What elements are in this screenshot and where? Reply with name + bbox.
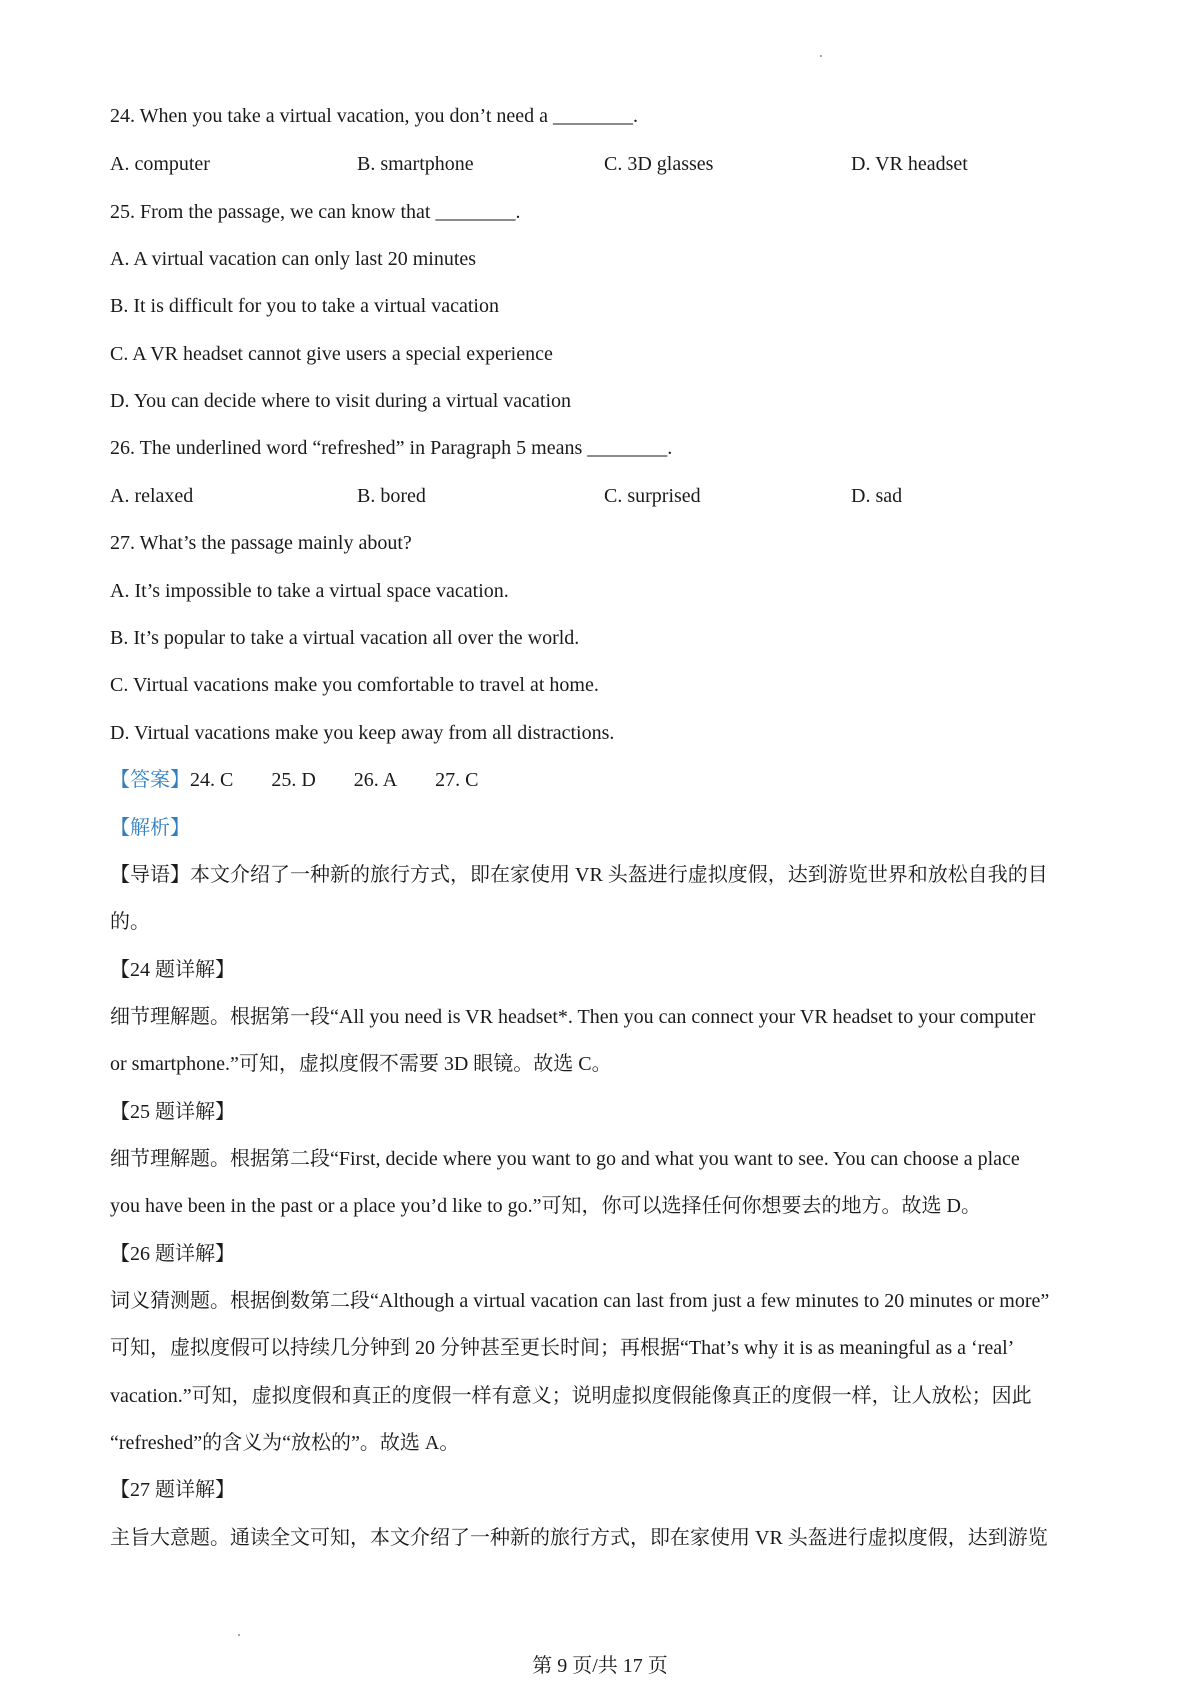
detail-26-line-3: vacation.”可知，虚拟度假和真正的度假一样有意义；说明虚拟度假能像真正的度假一样，让人放松；因此	[110, 1385, 1032, 1407]
detail-25-line-1: 细节理解题。根据第二段“First, decide where you want to go and what you want to see. You can choose a place	[110, 1148, 1020, 1170]
q24-option-c: C. 3D glasses	[604, 153, 714, 175]
q25-option-c: C. A VR headset cannot give users a special experience	[110, 343, 553, 365]
answer-26: 26. A	[353, 769, 398, 791]
detail-26-line-4: “refreshed”的含义为“放松的”。故选 A。	[110, 1432, 460, 1454]
q24-option-d: D. VR headset	[851, 153, 968, 175]
answer-27: 27. C	[435, 769, 479, 791]
q27-option-a: A. It’s impossible to take a virtual space vacation.	[110, 580, 509, 602]
q27-option-b: B. It’s popular to take a virtual vacation all over the world.	[110, 627, 580, 649]
detail-26-line-1: 词义猜测题。根据倒数第二段“Although a virtual vacation can last from just a few minutes to 20 minutes or more”	[110, 1290, 1050, 1312]
detail-25-line-2: you have been in the past or a place you’d like to go.”可知，你可以选择任何你想要去的地方。故选 D。	[110, 1195, 981, 1217]
scan-dot	[820, 55, 822, 57]
q24-option-b: B. smartphone	[357, 153, 474, 175]
q26-stem: 26. The underlined word “refreshed” in Paragraph 5 means ________.	[110, 437, 673, 459]
q26-option-d: D. sad	[851, 485, 903, 507]
q26-option-c: C. surprised	[604, 485, 701, 507]
q26-option-b: B. bored	[357, 485, 426, 507]
answer-25: 25. D	[271, 769, 316, 791]
detail-25-title: 【25 题详解】	[110, 1101, 235, 1123]
q26-option-a: A. relaxed	[110, 485, 194, 507]
q27-option-c: C. Virtual vacations make you comfortable to travel at home.	[110, 674, 599, 696]
intro-line-2: 的。	[110, 911, 150, 933]
q27-stem: 27. What’s the passage mainly about?	[110, 532, 412, 554]
detail-24-line-1: 细节理解题。根据第一段“All you need is VR headset*. Then you can connect your VR headset to your computer	[110, 1006, 1036, 1028]
detail-27-title: 【27 题详解】	[110, 1479, 235, 1501]
page-number: 第 9 页/共 17 页	[532, 1655, 668, 1677]
detail-26-line-2: 可知，虚拟度假可以持续几分钟到 20 分钟甚至更长时间；再根据“That’s why it is as meaningful as a ‘real’	[110, 1337, 1015, 1359]
detail-26-title: 【26 题详解】	[110, 1243, 235, 1265]
intro-line-1: 【导语】本文介绍了一种新的旅行方式，即在家使用 VR 头盔进行虚拟度假，达到游览世界和放松自我的目	[110, 864, 1048, 886]
detail-24-title: 【24 题详解】	[110, 959, 235, 981]
answer-key	[110, 766, 516, 794]
q25-option-a: A. A virtual vacation can only last 20 minutes	[110, 248, 477, 270]
q25-option-b: B. It is difficult for you to take a virtual vacation	[110, 295, 499, 317]
q24-stem: 24. When you take a virtual vacation, you don’t need a ________.	[110, 105, 639, 127]
scan-dot	[238, 1634, 240, 1636]
detail-24-line-2: or smartphone.”可知，虚拟度假不需要 3D 眼镜。故选 C。	[110, 1053, 612, 1075]
answer-label: 【答案】	[110, 769, 190, 791]
q27-option-d: D. Virtual vacations make you keep away from all distractions.	[110, 722, 615, 744]
analysis-label: 【解析】	[110, 817, 190, 839]
q25-stem: 25. From the passage, we can know that ________.	[110, 201, 521, 223]
q25-option-d: D. You can decide where to visit during a virtual vacation	[110, 390, 571, 412]
answer-24: 24. C	[190, 769, 234, 791]
detail-27-line-1: 主旨大意题。通读全文可知，本文介绍了一种新的旅行方式，即在家使用 VR 头盔进行虚拟度假，达到游览	[110, 1527, 1048, 1549]
q24-option-a: A. computer	[110, 153, 210, 175]
